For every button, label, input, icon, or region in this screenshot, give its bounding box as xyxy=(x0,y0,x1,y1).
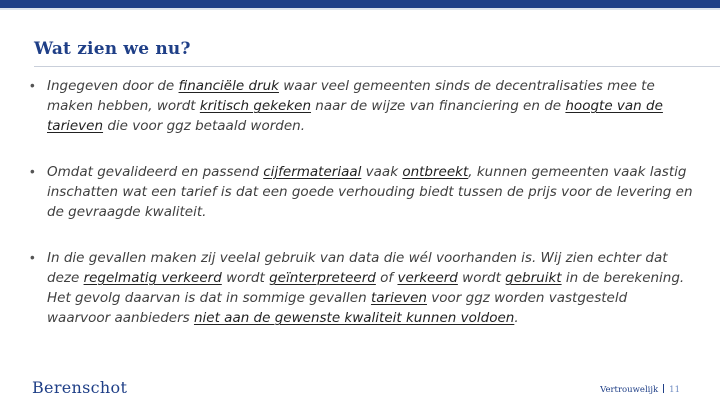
emphasized-text: niet aan de gewenste kwaliteit kunnen voldoen xyxy=(193,310,515,326)
bullet-text: , kunnen gemeenten vaak lastig inschatten wat een tarief is dat een goede verhouding biedt tussen de prijs voor de levering en de gevraagde kwaliteit. xyxy=(47,164,693,220)
bullet-text: naar de wijze van financiering en de xyxy=(311,98,566,114)
berenschot-logo: Berenschot xyxy=(32,378,128,397)
confidential-label: Vertrouwelijk xyxy=(600,385,659,395)
bullet-text: vaak xyxy=(361,164,403,180)
bullet-list xyxy=(30,76,694,354)
bullet-text: wordt xyxy=(221,270,270,286)
bullet-text: in de berekening. Het gevolg daarvan is dat in sommige gevallen xyxy=(47,270,685,306)
emphasized-text: geïnterpreteerd xyxy=(269,270,376,286)
footer-separator xyxy=(663,384,664,393)
bullet-text: Ingegeven door de xyxy=(47,78,179,94)
bullet-text: die voor ggz betaald worden. xyxy=(103,118,306,134)
emphasized-text: hoogte van de tarieven xyxy=(47,98,663,134)
bullet-item xyxy=(30,76,694,136)
bullet-text: Omdat gevalideerd en passend xyxy=(47,164,264,180)
emphasized-text: gebruikt xyxy=(505,270,562,286)
emphasized-text: tarieven xyxy=(370,290,427,306)
emphasized-text: cijfermateriaal xyxy=(263,164,362,180)
top-accent-bar xyxy=(0,0,720,8)
bullet-item xyxy=(30,162,694,222)
bullet-text: . xyxy=(514,310,519,326)
slide-title: Wat zien we nu? xyxy=(34,39,191,59)
emphasized-text: financiële druk xyxy=(178,78,279,94)
page-number: 11 xyxy=(669,385,680,395)
bullet-text: voor ggz worden vastgesteld waarvoor aanbieders xyxy=(47,290,628,326)
emphasized-text: kritisch gekeken xyxy=(199,98,312,114)
bullet-text: of xyxy=(375,270,398,286)
footer-info xyxy=(600,384,680,395)
emphasized-text: ontbreekt xyxy=(402,164,469,180)
bullet-item xyxy=(30,248,694,328)
bullet-text: In die gevallen maken zij veelal gebruik van data die wél voorhanden is. Wij zien echter dat deze xyxy=(47,250,668,286)
title-divider xyxy=(34,66,720,67)
emphasized-text: regelmatig verkeerd xyxy=(83,270,222,286)
bullet-text: wordt xyxy=(457,270,506,286)
emphasized-text: verkeerd xyxy=(397,270,458,286)
bullet-text: waar veel gemeenten sinds de decentralisaties mee te maken hebben, wordt xyxy=(47,78,655,114)
